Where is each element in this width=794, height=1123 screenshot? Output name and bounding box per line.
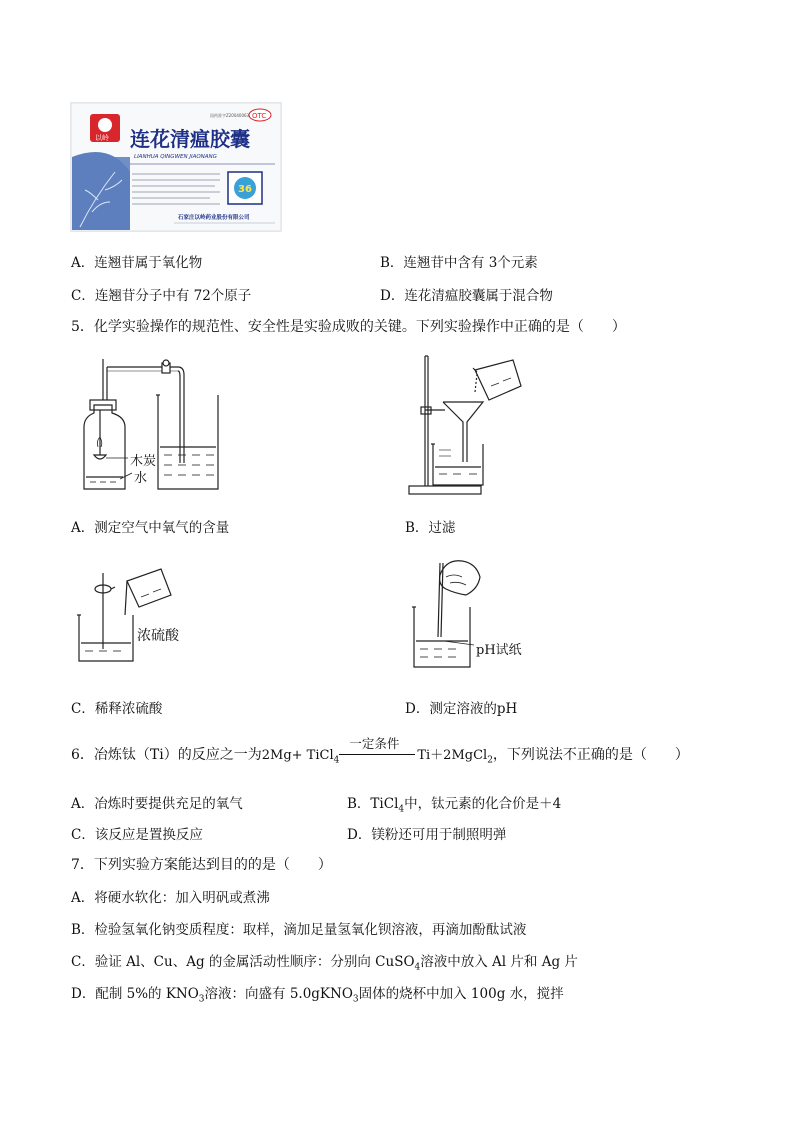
- medicine-pinyin: LIANHUA QINGWEN JIAONANG: [134, 154, 217, 160]
- q7-d-mid: 溶液：向盛有 5.0gKNO: [204, 986, 353, 1002]
- apparatus-filtration: [405, 352, 525, 497]
- q6-b-pre: B．TiCl: [347, 796, 399, 812]
- q7-d-sub: 3: [198, 994, 205, 1005]
- q7-d-post: 固体的烧杯中加入 100g 水，搅拌: [358, 986, 564, 1002]
- q7-c-post: 溶液中放入 Al 片和 Ag 片: [420, 954, 578, 970]
- capsule-count-badge: 36: [238, 184, 252, 195]
- q6-option-c: C．该反应是置换反应: [71, 827, 203, 843]
- q7-d-sub2: 3: [352, 994, 359, 1005]
- q6-b-post: 中，钛元素的化合价是＋4: [404, 796, 562, 812]
- q4-option-a: A．连翘苷属于氧化物: [71, 255, 203, 271]
- q5-option-d: D．测定溶液的pH: [405, 701, 518, 717]
- q6-b-sub: 4: [398, 804, 405, 815]
- q6-option-b: [347, 792, 561, 815]
- q6-option-d: D．镁粉还可用于制照明弹: [347, 827, 507, 843]
- approval-number: 国药准字Z20040063: [210, 113, 250, 118]
- reaction-right-text: Ti＋2MgCl: [417, 748, 488, 763]
- q6-suffix: ，下列说法不正确的是（ ）: [492, 747, 689, 763]
- label-charcoal: 木炭: [130, 454, 157, 469]
- q5-option-a: A．测定空气中氧气的含量: [71, 520, 230, 536]
- q7-c-pre: C．验证 Al、Cu、Ag 的金属活动性顺序：分别向 CuSO: [71, 954, 415, 970]
- q7-option-c: [71, 950, 578, 973]
- reaction-left: [261, 748, 340, 766]
- apparatus-dilute-acid: [75, 567, 255, 667]
- label-water: 水: [134, 471, 148, 486]
- q7-c-sub: 4: [414, 962, 421, 973]
- q4-option-c: C．连翘苷分子中有 72个原子: [71, 288, 252, 304]
- q4-option-d: D．连花清瘟胶囊属于混合物: [380, 288, 553, 304]
- reaction-left-text: 2Mg+ TiCl: [261, 748, 334, 763]
- brand-text: 以岭: [95, 134, 109, 142]
- q6-stem: [71, 736, 689, 766]
- manufacturer: 石家庄以岭药业股份有限公司: [178, 215, 250, 221]
- q7-stem: 7．下列实验方案能达到目的的是（ ）: [71, 857, 332, 873]
- q7-option-b: B．检验氢氧化钠变质程度：取样，滴加足量氢氧化钡溶液，再滴加酚酞试液: [71, 922, 527, 938]
- q7-option-a: A．将硬水软化：加入明矾或煮沸: [71, 890, 270, 906]
- apparatus-oxygen-measurement: [70, 355, 230, 495]
- reaction-arrow: [339, 736, 417, 762]
- q4-option-b: B．连翘苷中含有 3个元素: [380, 255, 538, 271]
- q5-option-b: B．过滤: [405, 520, 456, 536]
- q7-option-d: [71, 982, 564, 1005]
- label-conc-sulfuric-acid: 浓硫酸: [137, 628, 179, 644]
- reaction-right: [417, 748, 493, 766]
- reaction-condition: 一定条件: [349, 736, 400, 751]
- q7-d-pre: D．配制 5%的 KNO: [71, 986, 199, 1002]
- medicine-box-image: [70, 102, 282, 232]
- apparatus-ph-test: [410, 555, 530, 675]
- q6-option-a: A．冶炼时要提供充足的氧气: [71, 796, 243, 812]
- medicine-name: 连花清瘟胶囊: [130, 127, 250, 151]
- reaction-right-sub: 2: [487, 755, 493, 766]
- reaction-left-sub: 4: [333, 755, 340, 766]
- q5-option-c: C．稀释浓硫酸: [71, 701, 163, 717]
- otc-badge: OTC: [252, 112, 267, 120]
- q6-prefix: 6．冶炼钛（Ti）的反应之一为: [71, 747, 262, 763]
- q5-stem: 5．化学实验操作的规范性、安全性是实验成败的关键。下列实验操作中正确的是（ ）: [71, 319, 626, 335]
- label-ph-paper: pH试纸: [476, 643, 522, 658]
